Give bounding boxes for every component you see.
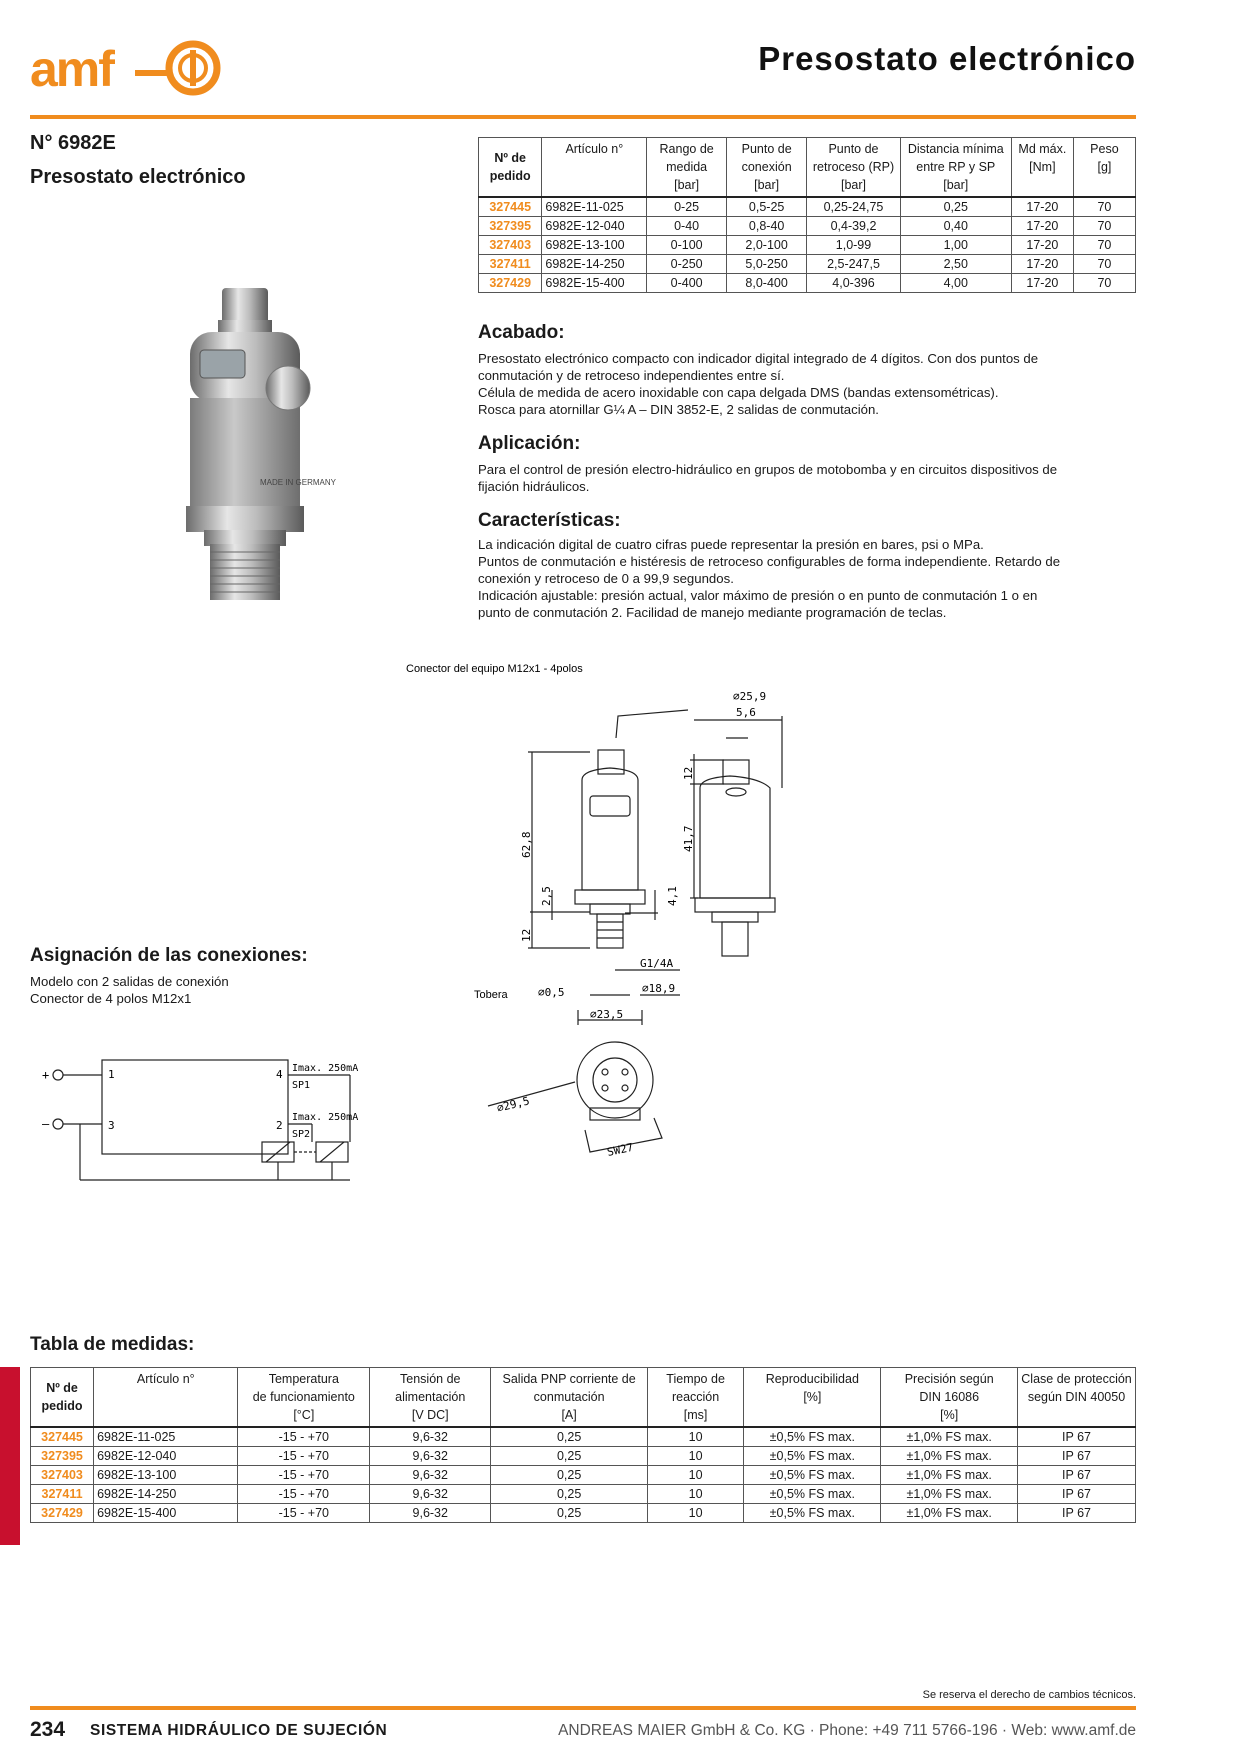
table-cell: 0,40 xyxy=(900,217,1011,236)
header-line: conexión xyxy=(741,160,792,174)
spec-table-2 xyxy=(30,1367,1136,1523)
header-line: [V DC] xyxy=(411,1408,449,1422)
table-cell: 0,4-39,2 xyxy=(807,217,900,236)
table-cell: 70 xyxy=(1073,236,1135,255)
order-number[interactable]: 327445 xyxy=(31,1427,94,1447)
column-header xyxy=(94,1368,238,1428)
dim-23-5: ∅23,5 xyxy=(590,1008,624,1021)
text-line: fijación hidráulicos. xyxy=(478,479,590,494)
table-cell: 9,6-32 xyxy=(370,1447,491,1466)
table-cell: 8,0-400 xyxy=(726,274,806,293)
header-line: Precisión según xyxy=(904,1372,994,1386)
tabla-medidas-title: Tabla de medidas: xyxy=(30,1334,195,1355)
table-row xyxy=(479,236,1136,255)
text-line: Conector de 4 polos M12x1 xyxy=(30,991,192,1006)
table-cell: ±0,5% FS max. xyxy=(744,1447,881,1466)
column-header xyxy=(370,1368,491,1428)
column-header xyxy=(647,138,727,198)
header-line: [°C] xyxy=(293,1408,315,1422)
table-cell: ±1,0% FS max. xyxy=(881,1447,1018,1466)
header-line: Clase de protección xyxy=(1021,1372,1132,1386)
table-cell: 6982E-15-400 xyxy=(94,1504,238,1523)
column-header xyxy=(542,138,647,198)
dim-12-front: 12 xyxy=(520,928,533,942)
header-line: [g] xyxy=(1097,160,1112,174)
table-cell: -15 - +70 xyxy=(238,1485,370,1504)
column-header xyxy=(726,138,806,198)
order-number[interactable]: 327429 xyxy=(31,1504,94,1523)
dim-25-9: ∅25,9 xyxy=(733,690,767,703)
text-line: Célula de medida de acero inoxidable con capa delgada DMS (bandas extensométricas). xyxy=(478,385,999,400)
table-cell: ±1,0% FS max. xyxy=(881,1485,1018,1504)
header-line: Artículo n° xyxy=(136,1372,195,1386)
header-line: [%] xyxy=(940,1408,959,1422)
header-line: Rango de xyxy=(659,142,714,156)
table-cell: 0-400 xyxy=(647,274,727,293)
table-cell: 17-20 xyxy=(1011,236,1073,255)
column-header xyxy=(491,1368,648,1428)
dim-4-1: 4,1 xyxy=(666,886,679,906)
table-cell: 70 xyxy=(1073,255,1135,274)
header-line: [bar] xyxy=(943,178,969,192)
table-cell: 9,6-32 xyxy=(370,1504,491,1523)
header-line: entre RP y SP xyxy=(916,160,996,174)
table-row xyxy=(479,197,1136,217)
text-line: Indicación ajustable: presión actual, valor máximo de presión o en punto de conmutación 1 o en xyxy=(478,588,1038,603)
aplicacion-text xyxy=(478,461,1138,495)
table-row xyxy=(479,255,1136,274)
dim-2-5: 2,5 xyxy=(540,886,553,906)
table-cell: IP 67 xyxy=(1018,1466,1136,1485)
table-cell: 4,0-396 xyxy=(807,274,900,293)
header-line: Distancia mínima xyxy=(907,142,1004,156)
header-line: [A] xyxy=(561,1408,577,1422)
table-cell: 0,5-25 xyxy=(726,197,806,217)
pin-1: 1 xyxy=(108,1068,115,1081)
header-line: pedido xyxy=(41,1399,83,1413)
table-cell: 0,25 xyxy=(491,1485,648,1504)
footer-company: ANDREAS MAIER GmbH & Co. KG · Phone: +49 711 5766-196 · Web: www.amf.de xyxy=(558,1722,1136,1739)
table-cell: 70 xyxy=(1073,217,1135,236)
column-header xyxy=(31,1368,94,1428)
dim-5-6: 5,6 xyxy=(736,706,756,719)
header-line: según DIN 40050 xyxy=(1027,1390,1126,1404)
table-cell: ±1,0% FS max. xyxy=(881,1427,1018,1447)
table-cell: 17-20 xyxy=(1011,274,1073,293)
header-line: Tiempo de xyxy=(666,1372,725,1386)
order-number[interactable]: 327445 xyxy=(479,197,542,217)
aplicacion-title: Aplicación: xyxy=(478,433,581,454)
tobera-label: Tobera xyxy=(474,989,508,1001)
table-cell: 9,6-32 xyxy=(370,1466,491,1485)
header-line: Artículo n° xyxy=(565,142,624,156)
table-cell: -15 - +70 xyxy=(238,1466,370,1485)
footer-section: SISTEMA HIDRÁULICO DE SUJECIÓN xyxy=(90,1722,388,1739)
conexiones-text xyxy=(30,973,430,1007)
pin-2: 2 xyxy=(276,1119,283,1132)
sp2-label: SP2 xyxy=(292,1129,311,1140)
table-row xyxy=(31,1427,1136,1447)
table-cell: 9,6-32 xyxy=(370,1427,491,1447)
table-cell: 17-20 xyxy=(1011,197,1073,217)
header-line: DIN 16086 xyxy=(919,1390,980,1404)
table-cell: 17-20 xyxy=(1011,217,1073,236)
header-line: Reproducibilidad xyxy=(765,1372,859,1386)
table-row xyxy=(31,1504,1136,1523)
column-header xyxy=(1018,1368,1136,1428)
header-line: [bar] xyxy=(840,178,866,192)
table-cell: -15 - +70 xyxy=(238,1427,370,1447)
text-line: punto de conmutación 2. Facilidad de manejo mediante programación de teclas. xyxy=(478,605,947,620)
table-cell: 10 xyxy=(647,1427,743,1447)
order-number[interactable]: 327403 xyxy=(479,236,542,255)
table-cell: 6982E-12-040 xyxy=(94,1447,238,1466)
table-cell: ±0,5% FS max. xyxy=(744,1427,881,1447)
header-line: de funcionamiento xyxy=(252,1390,355,1404)
table-cell: 6982E-12-040 xyxy=(542,217,647,236)
svg-text:amf: amf xyxy=(30,41,113,97)
acabado-title: Acabado: xyxy=(478,322,565,343)
header-line: pedido xyxy=(489,169,531,183)
column-header xyxy=(807,138,900,198)
header-line: retroceso (RP) xyxy=(812,160,895,174)
table-cell: 2,0-100 xyxy=(726,236,806,255)
header-line: [bar] xyxy=(674,178,700,192)
connector-label: Conector del equipo M12x1 - 4polos xyxy=(406,663,583,675)
table-row xyxy=(479,274,1136,293)
amf-logo xyxy=(30,38,220,98)
column-header xyxy=(1011,138,1073,198)
minus-label: – xyxy=(42,1117,50,1131)
header-line: medida xyxy=(666,160,708,174)
table-cell: 0-250 xyxy=(647,255,727,274)
header-line: alimentación xyxy=(395,1390,466,1404)
table-cell: 4,00 xyxy=(900,274,1011,293)
table-cell: 6982E-11-025 xyxy=(542,197,647,217)
table-cell: IP 67 xyxy=(1018,1485,1136,1504)
technical-drawing xyxy=(406,663,860,1160)
caracteristicas-title: Características: xyxy=(478,510,621,531)
header-line: Nº de xyxy=(494,151,527,165)
product-number: N° 6982E xyxy=(30,132,116,154)
header-line: Salida PNP corriente de xyxy=(502,1372,636,1386)
device-marking: MADE IN GERMANY xyxy=(260,478,337,487)
thread-label: G1/4A xyxy=(640,957,674,970)
section-tab xyxy=(0,1367,20,1545)
table-cell: 17-20 xyxy=(1011,255,1073,274)
table-cell: IP 67 xyxy=(1018,1447,1136,1466)
table-cell: 6982E-14-250 xyxy=(542,255,647,274)
column-header xyxy=(647,1368,743,1428)
pin-3: 3 xyxy=(108,1119,115,1132)
table-row xyxy=(31,1447,1136,1466)
header-rule xyxy=(30,115,1136,119)
page-title: Presostato electrónico xyxy=(758,40,1136,77)
header-line: reacción xyxy=(671,1390,720,1404)
header-line: [ms] xyxy=(683,1408,708,1422)
table-cell: 0,25 xyxy=(900,197,1011,217)
table-cell: 0,25 xyxy=(491,1427,648,1447)
text-line: Modelo con 2 salidas de conexión xyxy=(30,974,229,989)
table-cell: 9,6-32 xyxy=(370,1485,491,1504)
dim-29-5: ∅29,5 xyxy=(495,1094,531,1115)
table-cell: 10 xyxy=(647,1485,743,1504)
order-number[interactable]: 327395 xyxy=(31,1447,94,1466)
plus-label: + xyxy=(42,1068,50,1082)
table-cell: 0,25 xyxy=(491,1504,648,1523)
table-cell: 6982E-14-250 xyxy=(94,1485,238,1504)
table-cell: ±1,0% FS max. xyxy=(881,1466,1018,1485)
caracteristicas-text xyxy=(478,536,1138,621)
table-cell: 0,25 xyxy=(491,1447,648,1466)
product-photo xyxy=(160,280,337,620)
order-number[interactable]: 327429 xyxy=(479,274,542,293)
table-cell: 6982E-15-400 xyxy=(542,274,647,293)
text-line: Puntos de conmutación e histéresis de retroceso configurables de forma independiente. Retardo de xyxy=(478,554,1061,569)
conexiones-title: Asignación de las conexiones: xyxy=(30,945,308,966)
order-number[interactable]: 327411 xyxy=(31,1485,94,1504)
table-cell: ±0,5% FS max. xyxy=(744,1466,881,1485)
wiring-diagram xyxy=(40,1050,370,1200)
page-number: 234 xyxy=(30,1718,66,1741)
header-line: Temperatura xyxy=(268,1372,339,1386)
header-line: Tensión de xyxy=(400,1372,461,1386)
table-cell: 0-40 xyxy=(647,217,727,236)
column-header xyxy=(1073,138,1135,198)
text-line: conmutación y de retroceso independientes entre sí. xyxy=(478,368,785,383)
table-row xyxy=(31,1485,1136,1504)
table-cell: IP 67 xyxy=(1018,1427,1136,1447)
dim-18-9: ∅18,9 xyxy=(642,982,676,995)
table-cell: 0,25-24,75 xyxy=(807,197,900,217)
header-line: [Nm] xyxy=(1029,160,1056,174)
table-cell: -15 - +70 xyxy=(238,1447,370,1466)
table-cell: 1,0-99 xyxy=(807,236,900,255)
order-number[interactable]: 327403 xyxy=(31,1466,94,1485)
table-cell: 0-100 xyxy=(647,236,727,255)
dim-0-5: ∅0,5 xyxy=(538,986,565,999)
order-number[interactable]: 327411 xyxy=(479,255,542,274)
table-row xyxy=(479,217,1136,236)
table-cell: 6982E-11-025 xyxy=(94,1427,238,1447)
table-cell: 70 xyxy=(1073,197,1135,217)
header-line: [bar] xyxy=(754,178,780,192)
table-cell: 2,5-247,5 xyxy=(807,255,900,274)
header-line: [%] xyxy=(803,1390,822,1404)
header-line: Punto de xyxy=(741,142,792,156)
table-cell: 10 xyxy=(647,1447,743,1466)
table-cell: ±0,5% FS max. xyxy=(744,1485,881,1504)
footer-note: Se reserva el derecho de cambios técnicos. xyxy=(922,1689,1136,1701)
column-header xyxy=(479,138,542,198)
sw-label: SW27 xyxy=(605,1140,635,1159)
column-header xyxy=(900,138,1011,198)
table-cell: 2,50 xyxy=(900,255,1011,274)
table-cell: IP 67 xyxy=(1018,1504,1136,1523)
imax-1: Imax. 250mA xyxy=(292,1063,359,1074)
table-cell: 10 xyxy=(647,1466,743,1485)
product-name: Presostato electrónico xyxy=(30,166,246,188)
imax-2: Imax. 250mA xyxy=(292,1112,359,1123)
table-cell: 1,00 xyxy=(900,236,1011,255)
text-line: Rosca para atornillar G¼ A – DIN 3852-E, 2 salidas de conmutación. xyxy=(478,402,879,417)
table-cell: 0,8-40 xyxy=(726,217,806,236)
dim-62-8: 62,8 xyxy=(520,831,533,858)
table-row xyxy=(31,1466,1136,1485)
table-cell: 0,25 xyxy=(491,1466,648,1485)
table-cell: 6982E-13-100 xyxy=(94,1466,238,1485)
footer-rule xyxy=(30,1706,1136,1710)
text-line: Presostato electrónico compacto con indicador digital integrado de 4 dígitos. Con dos puntos de xyxy=(478,351,1039,366)
table-cell: 70 xyxy=(1073,274,1135,293)
spec-table-1 xyxy=(478,137,1136,293)
dim-41-7: 41,7 xyxy=(682,825,695,852)
table-cell: 0-25 xyxy=(647,197,727,217)
header-line: Punto de xyxy=(828,142,879,156)
table-cell: 10 xyxy=(647,1504,743,1523)
sp1-label: SP1 xyxy=(292,1080,311,1091)
text-line: conexión y retroceso de 0 a 99,9 segundos. xyxy=(478,571,734,586)
header-line: Md máx. xyxy=(1018,142,1067,156)
column-header xyxy=(881,1368,1018,1428)
text-line: La indicación digital de cuatro cifras puede representar la presión en bares, psi o MPa. xyxy=(478,537,984,552)
table-cell: 6982E-13-100 xyxy=(542,236,647,255)
header-line: Nº de xyxy=(46,1381,78,1395)
pin-4: 4 xyxy=(276,1068,283,1081)
table-cell: ±1,0% FS max. xyxy=(881,1504,1018,1523)
column-header xyxy=(744,1368,881,1428)
acabado-text xyxy=(478,350,1138,418)
dim-12-side: 12 xyxy=(682,766,695,780)
table-cell: ±0,5% FS max. xyxy=(744,1504,881,1523)
column-header xyxy=(238,1368,370,1428)
table-cell: 5,0-250 xyxy=(726,255,806,274)
header-line: Peso xyxy=(1090,142,1119,156)
table-cell: -15 - +70 xyxy=(238,1504,370,1523)
order-number[interactable]: 327395 xyxy=(479,217,542,236)
header-line: conmutación xyxy=(533,1390,605,1404)
text-line: Para el control de presión electro-hidráulico en grupos de motobomba y en circuitos dispositivos de xyxy=(478,462,1058,477)
